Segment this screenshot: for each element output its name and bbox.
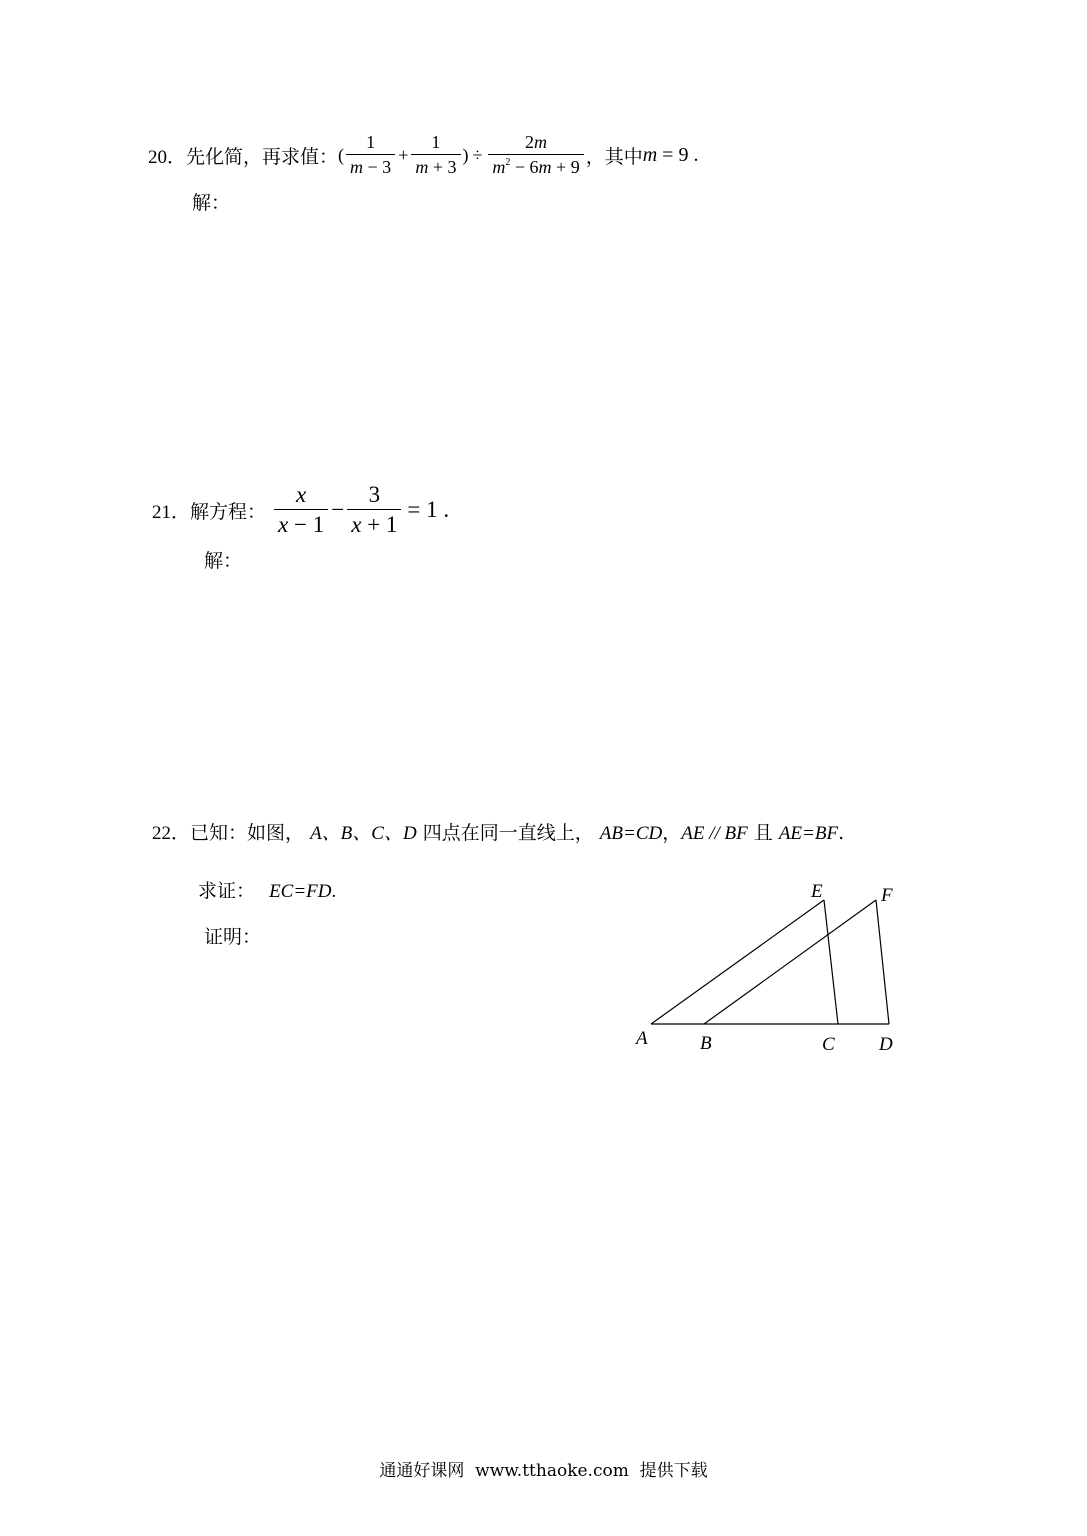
q20-frac3-den-exp: 2 [505, 157, 511, 168]
q20-fraction-2 [411, 132, 460, 177]
q20-frac3-num-var: m [534, 132, 548, 153]
q21-frac1-den-rest: − 1 [288, 512, 325, 537]
question-20 [148, 130, 698, 180]
q21-frac1-den-var: x [278, 512, 289, 537]
segment-BF [704, 900, 876, 1024]
label-A: A [636, 1028, 648, 1049]
q22-prove-statement: EC=FD [269, 881, 332, 902]
q20-plus: + [398, 144, 409, 165]
q20-answer-label: 解： [192, 192, 231, 214]
q20-frac1-denominator [346, 155, 395, 178]
q20-condition-var: m [642, 143, 658, 166]
q20-open-paren: ( [338, 144, 345, 165]
q20-frac1-numerator: 1 [346, 132, 395, 155]
q20-expression [338, 132, 586, 177]
q22-prove-period: . [331, 881, 337, 902]
question-22 [152, 818, 844, 845]
q22-given-mid: 四点在同一直线上， [416, 822, 594, 844]
label-F: F [881, 885, 893, 906]
q20-frac3-num-coef: 2 [525, 132, 535, 153]
q22-given-prefix: 已知：如图， [190, 822, 305, 844]
q20-frac2-den-rest: + 3 [428, 157, 457, 177]
segment-FD [876, 900, 889, 1024]
segment-AE [651, 900, 824, 1024]
q22-and: 且 [747, 822, 779, 844]
q20-divide: ÷ [472, 144, 483, 165]
q21-frac2-den-var: x [351, 512, 362, 537]
label-E: E [811, 881, 823, 902]
q22-prove-label: 求证： [198, 880, 256, 902]
page-footer: 通通好课网 www.tthaoke.com 提供下载 [379, 1461, 708, 1481]
q21-minus: − [331, 497, 345, 522]
q20-close-paren: ) [462, 144, 469, 165]
q20-frac1-den-var: m [350, 157, 364, 177]
q22-prove [198, 876, 336, 903]
q22-condition-3: AE=BF [778, 823, 839, 844]
q22-sep: ， [662, 822, 682, 844]
q21-number: 21． [152, 501, 191, 523]
label-C: C [822, 1034, 835, 1055]
q21-equals-one: = 1 . [407, 497, 450, 522]
q20-frac3-numerator [488, 132, 583, 155]
q21-prompt: 解方程： [190, 500, 267, 523]
q22-condition-1: AB=CD [599, 823, 663, 844]
q21-frac1-denominator [274, 510, 328, 538]
label-B: B [700, 1033, 712, 1054]
q20-frac2-numerator: 1 [411, 132, 460, 155]
q20-condition-rest: = 9 . [657, 143, 699, 166]
q20-fraction-3 [488, 132, 583, 177]
q22-geometry-figure [620, 870, 920, 1070]
q20-fraction-1 [346, 132, 395, 177]
q22-number: 22． [152, 823, 191, 844]
q20-frac3-denominator [488, 155, 583, 178]
segment-EC [824, 900, 838, 1024]
q20-frac2-denominator [411, 155, 460, 178]
label-D: D [879, 1034, 893, 1055]
q21-fraction-1 [274, 482, 328, 539]
q21-fraction-2 [347, 482, 401, 539]
q20-frac3-den-var1: m [492, 157, 506, 177]
q21-frac2-den-rest: + 1 [361, 512, 398, 537]
q20-frac2-den-var: m [415, 157, 429, 177]
q21-frac1-numerator: x [274, 482, 328, 510]
q20-frac3-den-rest: + 9 [551, 157, 580, 177]
q20-condition [643, 144, 699, 167]
q21-frac2-numerator: 3 [347, 482, 401, 510]
q20-number: 20． [148, 146, 187, 168]
q22-proof-label: 证明： [204, 926, 262, 948]
q22-period: . [838, 822, 845, 844]
q20-frac1-den-rest: − 3 [363, 157, 392, 177]
q21-answer-label: 解： [204, 550, 243, 572]
q20-condition-prefix: ，其中 [585, 145, 643, 168]
q20-frac3-den-mid: − 6 [510, 157, 539, 177]
q22-points: A、B、C、D [310, 823, 417, 844]
q21-frac2-denominator [347, 510, 401, 538]
q21-expression [272, 482, 450, 539]
q20-frac3-den-var2: m [538, 157, 552, 177]
q20-prompt: 先化简，再求值： [186, 145, 339, 168]
question-21 [152, 478, 450, 542]
q22-condition-2: AE // BF [681, 823, 748, 844]
